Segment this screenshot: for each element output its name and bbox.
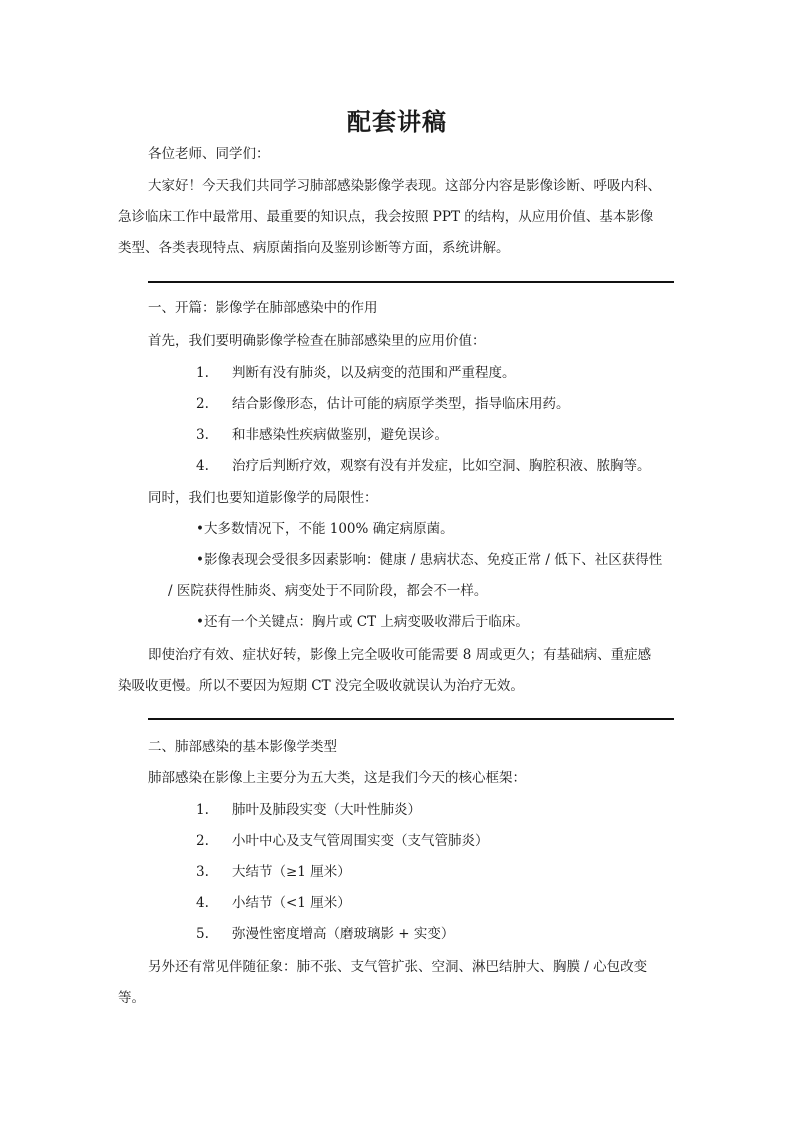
list-item xyxy=(196,924,454,944)
section-1-closing-line-2: 染吸收更慢。所以不要因为短期 CT 没完全吸收就误认为治疗无效。 xyxy=(118,678,524,694)
page-title: 配套讲稿 xyxy=(347,108,447,136)
list-item xyxy=(196,456,651,476)
list-item xyxy=(196,800,421,820)
list-number: 3. xyxy=(196,864,209,880)
list-item xyxy=(196,394,570,414)
section-1-closing-line-1: 即使治疗有效、症状好转，影像上完全吸收可能需要 8 周或更久；有基础病、重症感 xyxy=(148,647,652,663)
bullet-item: •还有一个关键点：胸片或 CT 上病变吸收滞后于临床。 xyxy=(196,614,529,630)
intro-line-1: 大家好！今天我们共同学习肺部感染影像学表现。这部分内容是影像诊断、呼吸内科、 xyxy=(148,178,661,194)
list-number: 5. xyxy=(196,926,209,942)
section-1-heading: 一、开篇：影像学在肺部感染中的作用 xyxy=(148,300,378,316)
list-item xyxy=(196,893,351,913)
section-2-closing-line-1: 另外还有常见伴随征象：肺不张、支气管扩张、空洞、淋巴结肿大、胸膜 / 心包改变 xyxy=(148,959,648,975)
list-text: 大结节（≥1 厘米） xyxy=(232,864,351,880)
list-item xyxy=(196,831,489,851)
intro-line-3: 类型、各类表现特点、病原菌指向及鉴别诊断等方面，系统讲解。 xyxy=(118,240,510,256)
bullet-item: •大多数情况下，不能 100% 确定病原菌。 xyxy=(196,521,454,537)
bullet-item-continued: / 医院获得性肺炎、病变处于不同阶段，都会不一样。 xyxy=(168,583,488,599)
list-number: 4. xyxy=(196,895,209,911)
list-number: 2. xyxy=(196,833,209,849)
list-number: 2. xyxy=(196,396,209,412)
list-text: 小结节（<1 厘米） xyxy=(232,895,351,911)
list-item xyxy=(196,363,516,383)
list-text: 肺叶及肺段实变（大叶性肺炎） xyxy=(232,802,421,818)
section-divider xyxy=(148,718,674,720)
list-number: 3. xyxy=(196,427,209,443)
list-text: 小叶中心及支气管周围实变（支气管肺炎） xyxy=(232,833,489,849)
section-2-lead: 肺部感染在影像上主要分为五大类，这是我们今天的核心框架： xyxy=(148,770,526,786)
section-1-lead: 首先，我们要明确影像学检查在肺部感染里的应用价值： xyxy=(148,333,486,349)
intro-line-2: 急诊临床工作中最常用、最重要的知识点，我会按照 PPT 的结构，从应用价值、基本影像 xyxy=(118,209,654,225)
greeting: 各位老师、同学们： xyxy=(148,146,270,162)
list-number: 4. xyxy=(196,458,209,474)
limitations-lead: 同时，我们也要知道影像学的局限性： xyxy=(148,490,378,506)
list-text: 结合影像形态，估计可能的病原学类型，指导临床用药。 xyxy=(232,396,570,412)
bullet-item: •影像表现会受很多因素影响：健康 / 患病状态、免疫正常 / 低下、社区获得性 xyxy=(196,552,663,568)
list-number: 1. xyxy=(196,802,209,818)
section-2-closing-line-2: 等。 xyxy=(118,990,145,1006)
section-2-heading: 二、肺部感染的基本影像学类型 xyxy=(148,739,337,755)
list-text: 弥漫性密度增高（磨玻璃影 + 实变） xyxy=(232,926,455,942)
list-text: 治疗后判断疗效，观察有没有并发症，比如空洞、胸腔积液、脓胸等。 xyxy=(232,458,651,474)
list-number: 1. xyxy=(196,365,209,381)
list-item xyxy=(196,862,351,882)
list-item xyxy=(196,425,448,445)
list-text: 和非感染性疾病做鉴别，避免误诊。 xyxy=(232,427,448,443)
list-text: 判断有没有肺炎，以及病变的范围和严重程度。 xyxy=(232,365,516,381)
section-divider xyxy=(148,281,674,283)
